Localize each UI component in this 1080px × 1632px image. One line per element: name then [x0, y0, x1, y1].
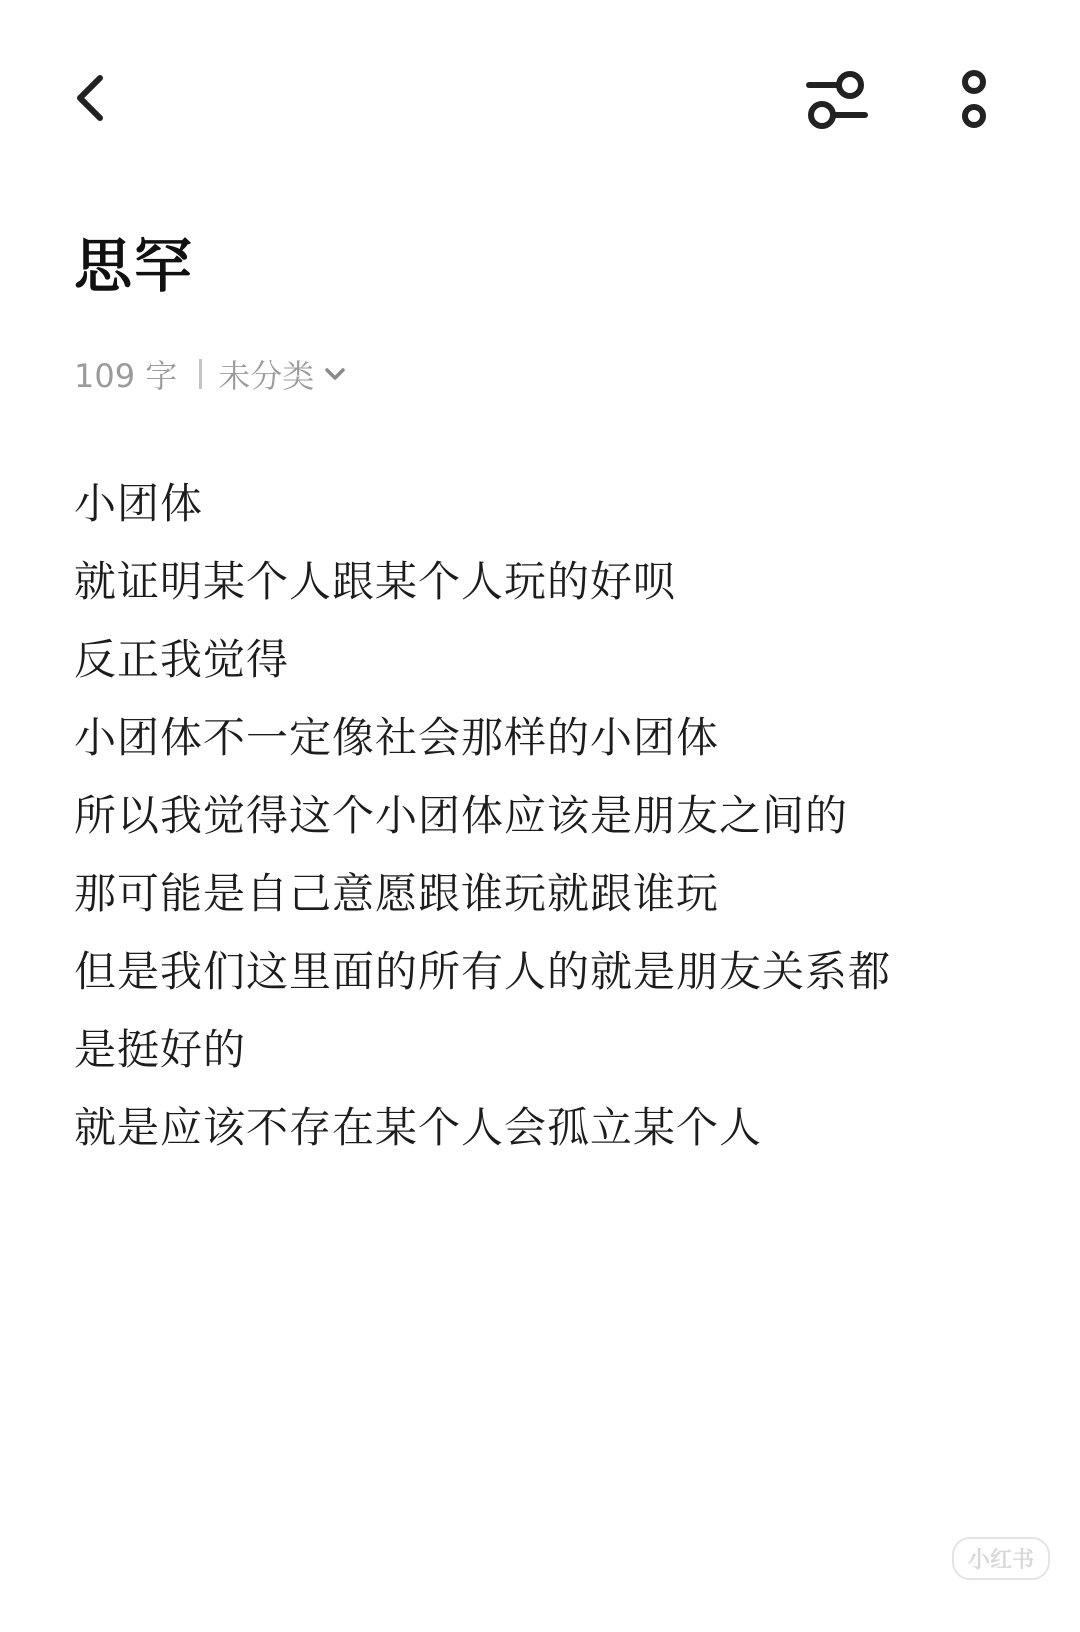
more-vertical-icon: [959, 69, 989, 131]
settings-button[interactable]: [795, 62, 879, 138]
note-line: 所以我觉得这个小团体应该是朋友之间的: [74, 791, 849, 840]
category-dropdown[interactable]: [218, 351, 346, 397]
note-line: 是挺好的: [74, 1025, 247, 1074]
note-line: 就证明某个人跟某个人玩的好呗: [74, 557, 677, 606]
word-count: 109 字: [74, 357, 178, 395]
watermark-logo: 小红书: [952, 1537, 1050, 1580]
back-button[interactable]: [60, 60, 120, 136]
top-bar: [0, 0, 1080, 200]
note-line: 就是应该不存在某个人会孤立某个人: [74, 1103, 763, 1152]
sliders-icon: [803, 68, 871, 132]
note-line: 小团体: [74, 479, 204, 528]
chevron-down-icon: [324, 367, 346, 381]
note-meta: [74, 352, 346, 396]
more-button[interactable]: [946, 62, 1002, 138]
note-line: 小团体不一定像社会那样的小团体: [74, 713, 720, 762]
watermark: [952, 1537, 1050, 1602]
note-title[interactable]: 思罕: [74, 232, 195, 300]
note-line: 但是我们这里面的所有人的就是朋友关系都: [74, 947, 892, 996]
category-label: 未分类: [218, 357, 315, 395]
note-body[interactable]: [74, 465, 1014, 1167]
meta-divider: [199, 359, 202, 389]
note-line: 那可能是自己意愿跟谁玩就跟谁玩: [74, 869, 720, 918]
chevron-left-icon: [72, 72, 108, 124]
note-line: 反正我觉得: [74, 635, 290, 684]
